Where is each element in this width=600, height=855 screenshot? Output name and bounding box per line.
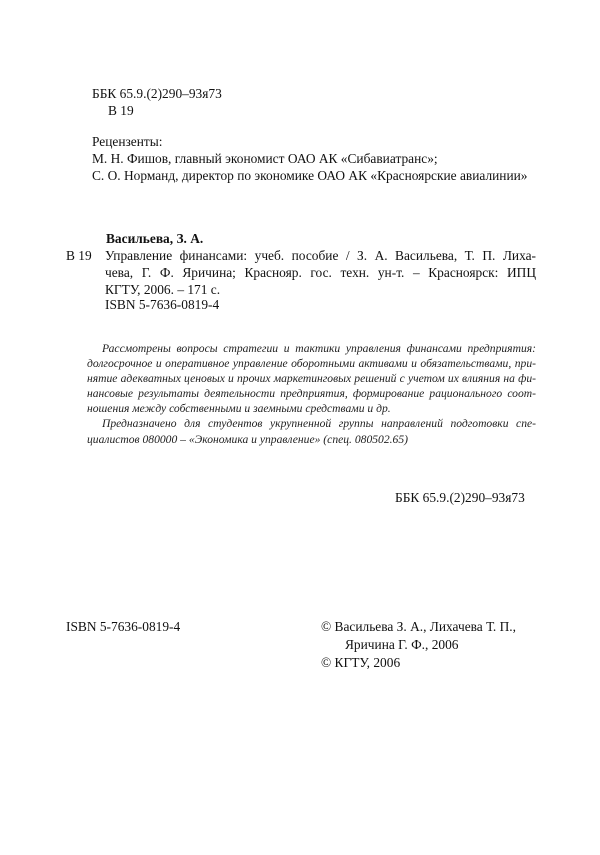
annotation-line: ношения между собственными и заемными средствами и др. (87, 402, 391, 416)
annotation-line: долгосрочное и оперативное управление оборотными активами и обязательствами, при- (87, 357, 536, 371)
bbk-code-top: ББК 65.9.(2)290–93я73 (92, 86, 222, 101)
annotation-line: нятие адекватных ценовых и прочих маркетинговых решений с учетом их влияния на фи- (87, 372, 536, 386)
author-name: Васильева, З. А. (106, 231, 204, 246)
isbn-footer: ISBN 5-7636-0819-4 (66, 619, 181, 634)
index-code: В 19 (66, 248, 92, 263)
author-sign-top: В 19 (108, 103, 134, 118)
copyright-line: © Васильева З. А., Лихачева Т. П., (321, 619, 516, 634)
annotation-line: Рассмотрены вопросы стратегии и тактики управления финансами предприятия: (102, 342, 536, 355)
annotation-line: Предназначено для студентов укрупненной группы направлений подготовки спе- (102, 417, 536, 431)
copyright-line: Яричина Г. Ф., 2006 (345, 637, 459, 652)
bibliographic-description (105, 247, 536, 299)
reviewer-item: С. О. Норманд, директор по экономике ОАО АК «Красноярские авиалинии» (92, 168, 528, 183)
description-line: чева, Г. Ф. Яричина; Краснояр. гос. техн. ун-т. – Красноярск: ИПЦ (105, 265, 536, 281)
annotation (87, 341, 536, 447)
description-line: Управление финансами: учеб. пособие / З. А. Васильева, Т. П. Лиха- (105, 248, 536, 263)
annotation-line: нансовые результаты деятельности предприятия, формирование рационального соот- (87, 387, 536, 401)
copyright-line: © КГТУ, 2006 (321, 655, 401, 670)
reviewer-item: М. Н. Фишов, главный экономист ОАО АК «Сибавиатранс»; (92, 151, 438, 166)
isbn-bibliographic: ISBN 5-7636-0819-4 (105, 297, 220, 312)
annotation-line: циалистов 080000 – «Экономика и управление» (спец. 080502.65) (87, 432, 408, 446)
reviewers-label: Рецензенты: (92, 134, 163, 149)
description-line: КГТУ, 2006. – 171 с. (105, 282, 221, 298)
bbk-code-bottom: ББК 65.9.(2)290–93я73 (395, 490, 525, 505)
